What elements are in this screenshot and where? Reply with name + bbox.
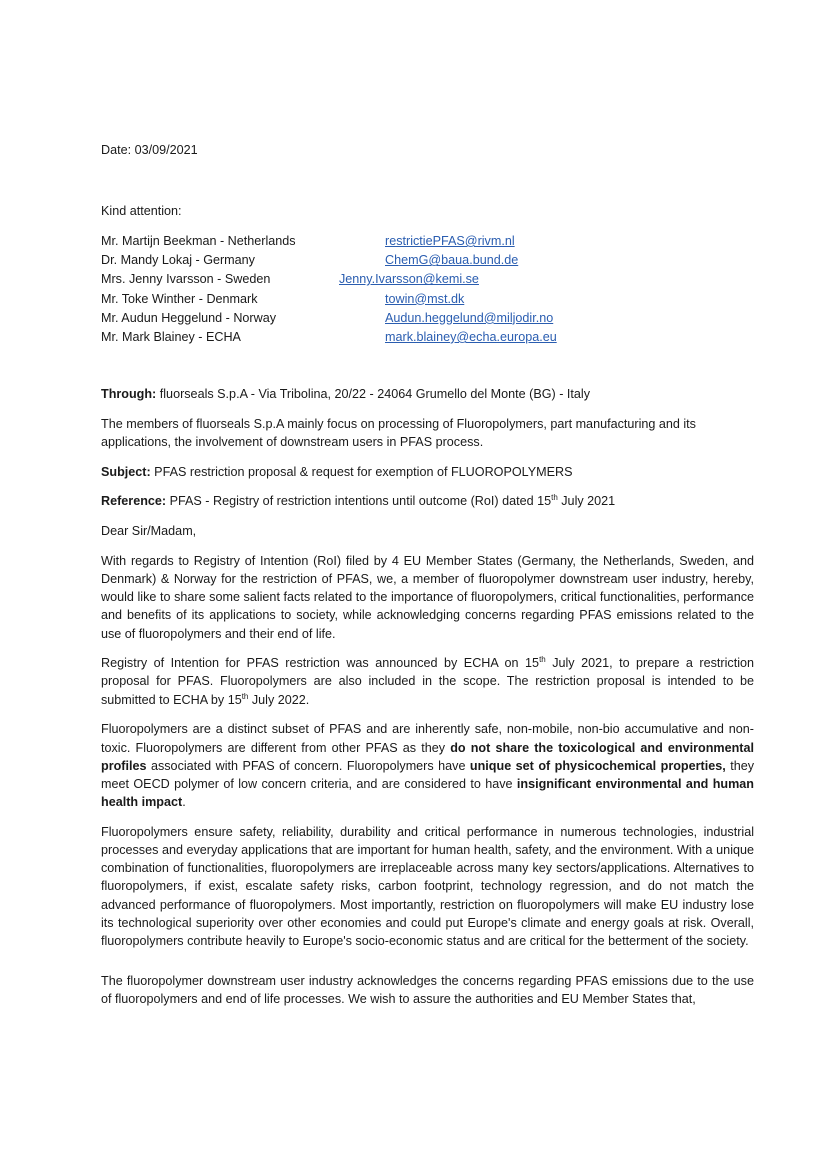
reference-label: Reference: xyxy=(101,494,167,509)
contact-row xyxy=(101,251,741,270)
paragraph-text: they meet OECD polymer of low concern criteria, and are considered to have xyxy=(101,758,755,791)
contact-row xyxy=(101,328,741,347)
emphasis-text: insignificant environmental and human health impact xyxy=(101,776,754,810)
emphasis-text: unique set of physicochemical properties, xyxy=(469,758,726,773)
contact-name: Mr. Audun Heggelund - Norway xyxy=(101,310,277,325)
date-line: Date: 03/09/2021 xyxy=(101,143,198,157)
contact-row xyxy=(101,270,741,289)
emphasis-text: do not share the toxicological and environmental profiles xyxy=(101,740,755,773)
date-superscript: th xyxy=(241,691,249,701)
contact-email-link[interactable]: towin@mst.dk xyxy=(385,291,465,306)
reference-superscript: th xyxy=(551,493,558,503)
subject-line xyxy=(101,463,754,481)
through-text: fluorseals S.p.A - Via Tribolina, 20/22 - 24064 Grumello del Monte (BG) - Italy xyxy=(156,387,591,401)
reference-text: PFAS - Registry of restriction intentions until outcome (RoI) dated 15 xyxy=(166,494,552,509)
contact-row xyxy=(101,290,741,309)
paragraph-text: Fluoropolymers are a distinct subset of PFAS and are inherently safe, non-mobile, non-bio accumulative and non-toxic. Fluoropolymers are different from other PFAS as they xyxy=(101,722,754,755)
paragraph-text: Registry of Intention for PFAS restriction was announced by ECHA on 15 xyxy=(101,656,540,671)
subject-text: PFAS restriction proposal & request for exemption of FLUOROPOLYMERS xyxy=(150,464,573,479)
contact-email-link[interactable]: ChemG@baua.bund.de xyxy=(385,253,519,268)
kind-attention-label: Kind attention: xyxy=(101,204,182,218)
contacts-list xyxy=(101,232,741,347)
letter-body xyxy=(101,385,754,1020)
paragraph-announcement xyxy=(101,654,754,709)
contact-email-link[interactable]: Jenny.Ivarsson@kemi.se xyxy=(339,272,479,287)
reference-text-end: July 2021 xyxy=(557,494,616,509)
paragraph-roi: With regards to Registry of Intention (RoI) filed by 4 EU Member States (Germany, the Netherlands, Sweden, and Denmark) & Norway for the restriction of PFAS, we, a member of fluoropolymer downstream user industry, hereby, would like to share some salient facts related to the importance of fluoropolymers, critical functionalities, performance and benefits of its applications to society, while acknowledging concerns regarding PFAS emissions related to the use of fluoropolymers and their end of life. xyxy=(101,553,754,641)
contact-email-link[interactable]: Audun.heggelund@miljodir.no xyxy=(385,310,554,325)
contact-name: Mrs. Jenny Ivarsson - Sweden xyxy=(101,272,271,287)
through-label: Through: xyxy=(101,387,157,401)
members-paragraph: The members of fluorseals S.p.A mainly focus on processing of Fluoropolymers, part manufacturing and its applications, the involvement of downstream users in PFAS process. xyxy=(101,416,696,449)
paragraph-acknowledgement: The fluoropolymer downstream user industry acknowledges the concerns regarding PFAS emissions due to the use of fluoropolymers and end of life processes. We wish to assure the authorities and EU Member States that, xyxy=(101,974,754,1007)
paragraph-benefits: Fluoropolymers ensure safety, reliability, durability and critical performance in numerous technologies, industrial processes and everyday applications that are important for human health, safety, and the environment. With a unique combination of functionalities, fluoropolymers are irreplaceable across many key sectors/applications. Alternatives to fluoropolymers, if exist, escalate safety risks, carbon footprint, technology regression, and do not match the advanced performance of fluoropolymers. Most importantly, restriction on fluoropolymers will make EU industry lose its technological superiority over other economies and could put Europe's climate and energy goals at risk. Overall, fluoropolymers contribute heavily to Europe's socio-economic status and are critical for the betterment of the society. xyxy=(101,824,754,949)
date-superscript: th xyxy=(539,655,546,665)
through-line xyxy=(101,385,754,403)
paragraph-text: July 2021, to prepare a restriction proposal for PFAS. Fluoropolymers are also included in the scope. The restriction proposal is intended to be submitted to ECHA by 15 xyxy=(101,656,754,707)
paragraph-text: July 2022. xyxy=(248,692,310,707)
contact-name: Mr. Toke Winther - Denmark xyxy=(101,291,258,306)
paragraph-text: . xyxy=(182,795,186,810)
contact-name: Dr. Mandy Lokaj - Germany xyxy=(101,253,255,268)
contact-row xyxy=(101,232,741,251)
contact-email-link[interactable]: mark.blainey@echa.europa.eu xyxy=(385,329,557,344)
salutation: Dear Sir/Madam, xyxy=(101,524,197,539)
contact-email-link[interactable]: restrictiePFAS@rivm.nl xyxy=(385,234,515,248)
reference-line xyxy=(101,492,754,510)
subject-label: Subject: xyxy=(101,464,151,479)
paragraph-fluoropolymer-profile xyxy=(101,720,754,811)
paragraph-text: associated with PFAS of concern. Fluoropolymers have xyxy=(146,758,470,773)
contact-name: Mr. Mark Blainey - ECHA xyxy=(101,329,241,344)
contact-row xyxy=(101,309,741,328)
contact-name: Mr. Martijn Beekman - Netherlands xyxy=(101,234,296,248)
